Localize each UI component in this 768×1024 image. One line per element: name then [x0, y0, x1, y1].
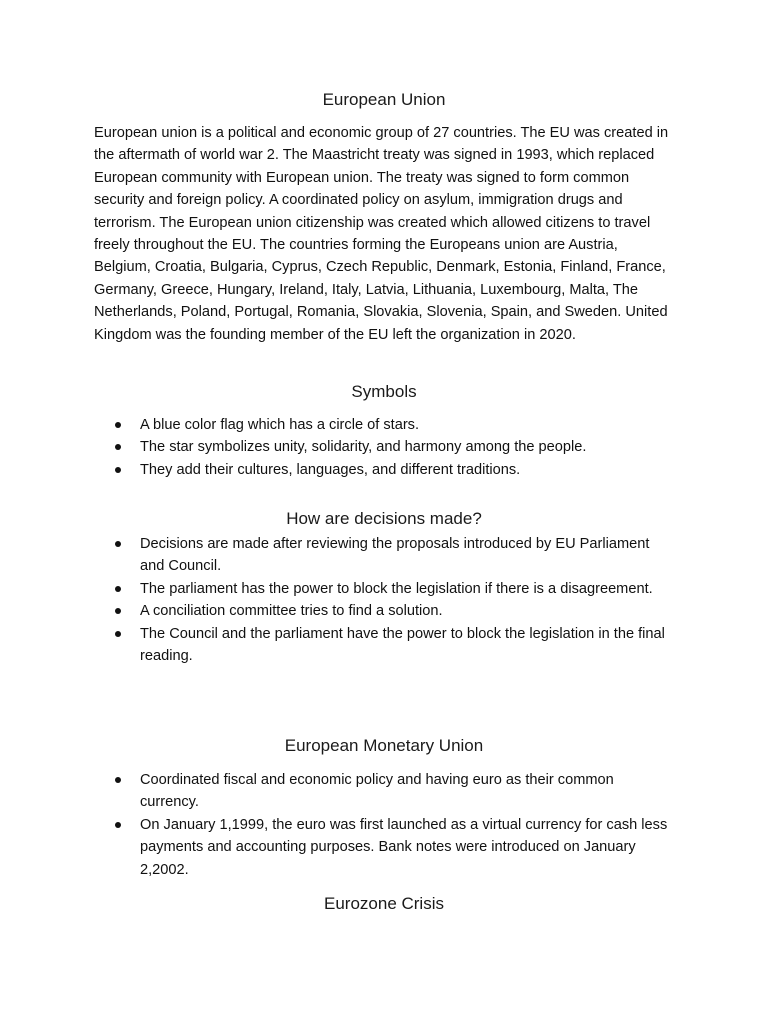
bullet-icon	[115, 586, 121, 592]
eurozone-heading: Eurozone Crisis	[324, 894, 444, 913]
symbols-list	[0, 414, 768, 481]
list-item: They add their cultures, languages, and different traditions.	[0, 459, 670, 481]
bullet-icon	[115, 444, 121, 450]
symbols-heading: Symbols	[351, 382, 417, 401]
page-title: European Union	[322, 90, 446, 109]
intro-paragraph: European union is a political and economic group of 27 countries. The EU was created in the aftermath of world war 2. The Maastricht treaty was signed in 1993, which replaced European community with European union. The treaty was signed to form common security and foreign policy. A coordinated policy on asylum, immigration drugs and terrorism. The European union citizenship was created which allowed citizens to travel freely throughout the EU. The countries forming the Europeans union are Austria, Belgium, Croatia, Bulgaria, Cyprus, Czech Republic, Denmark, Estonia, Finland, France, Germany, Greece, Hungary, Ireland, Italy, Latvia, Lithuania, Luxembourg, Malta, The Netherlands, Poland, Portugal, Romania, Slovakia, Slovenia, Spain, and Sweden. United Kingdom was the founding member of the EU left the organization in 2020.	[94, 125, 669, 343]
bullet-icon	[115, 541, 121, 547]
list-item: The star symbolizes unity, solidarity, and harmony among the people.	[0, 436, 670, 458]
decisions-list	[0, 533, 768, 667]
list-item: On January 1,1999, the euro was first launched as a virtual currency for cash less payments and accounting purposes. Bank notes were introduced on January 2,2002.	[0, 814, 670, 881]
bullet-icon	[115, 467, 121, 473]
bullet-icon	[115, 422, 121, 428]
list-item: Coordinated fiscal and economic policy and having euro as their common currency.	[0, 769, 670, 814]
bullet-icon	[115, 631, 121, 637]
decisions-heading: How are decisions made?	[286, 509, 482, 528]
list-item: Decisions are made after reviewing the proposals introduced by EU Parliament and Council.	[0, 533, 670, 578]
list-item: A blue color flag which has a circle of stars.	[0, 414, 670, 436]
bullet-icon	[115, 608, 121, 614]
monetary-list	[0, 769, 768, 881]
list-item: A conciliation committee tries to find a solution.	[0, 600, 670, 622]
list-item: The parliament has the power to block the legislation if there is a disagreement.	[0, 578, 670, 600]
bullet-icon	[115, 822, 121, 828]
bullet-icon	[115, 777, 121, 783]
list-item: The Council and the parliament have the power to block the legislation in the final reading.	[0, 623, 670, 668]
monetary-heading: European Monetary Union	[284, 736, 484, 755]
